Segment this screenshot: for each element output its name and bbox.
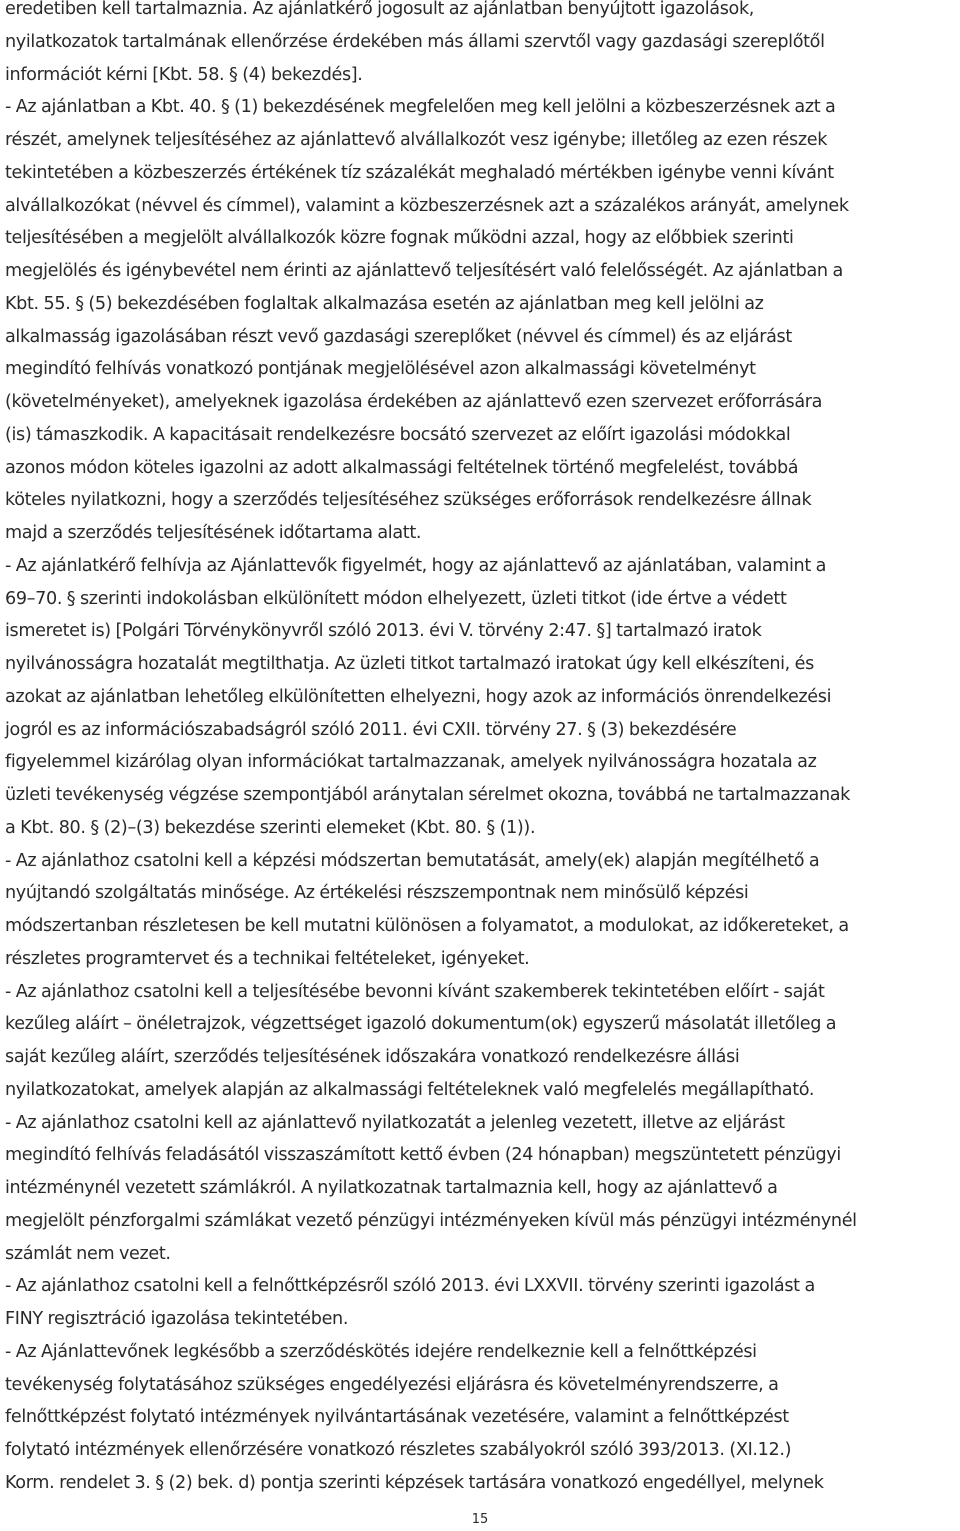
text-line: 69–70. § szerinti indokolásban elkülönített módon elhelyezett, üzleti titkot (ide értve a védett (5, 588, 787, 609)
text-line: megindító felhívás feladásától visszaszámított kettő évben (24 hónapban) megszüntetett pénzügyi (5, 1145, 841, 1166)
text-line: üzleti tevékenység végzése szempontjából aránytalan sérelmet okozna, továbbá ne tartalmazzanak (5, 785, 851, 805)
text-line: tekintetében a közbeszerzés értékének tíz százalékát meghaladó mértékben igénybe venni kívánt (5, 162, 834, 183)
text-line: köteles nyilatkozni, hogy a szerződés teljesítéséhez szükséges erőforrások rendelkezésre állnak (5, 490, 812, 511)
text-line: nyilatkozatok tartalmának ellenőrzése érdekében más állami szervtől vagy gazdasági szereplőtől (5, 31, 825, 52)
text-line: eredetiben kell tartalmaznia. Az ajánlatkérő jogosult az ajánlatban benyújtott igazolások, (5, 0, 755, 19)
text-line: tevékenység folytatásához szükséges engedélyezési eljárásra és követelményrendszerre, a (5, 1374, 779, 1395)
text-line: ismeretet is) [Polgári Törvénykönyvről szóló 2013. évi V. törvény 2:47. §] tartalmazó iratok (5, 621, 762, 642)
text-line: (is) támaszkodik. A kapacitásait rendelkezésre bocsátó szervezet az előírt igazolási módokkal (5, 424, 791, 445)
text-line: kezűleg aláírt – önéletrajzok, végzettséget igazoló dokumentum(ok) egyszerű másolatát illetőleg a (5, 1014, 837, 1035)
text-line: - Az ajánlathoz csatolni kell az ajánlattevő nyilatkozatát a jelenleg vezetett, illetve az eljárást (5, 1112, 785, 1133)
text-line: megjelölés és igénybevétel nem érinti az ajánlattevő teljesítésért való felelősségét. Az ajánlatban a (5, 261, 843, 281)
text-line: - Az ajánlatban a Kbt. 40. § (1) bekezdésének megfelelően meg kell jelölni a közbeszerzésnek azt a (5, 97, 836, 118)
text-line: részletes programtervet és a technikai feltételeket, igényeket. (5, 948, 530, 969)
text-line: teljesítésében a megjelölt alvállalkozók közre fognak működni azzal, hogy az előbbiek szerinti (5, 228, 794, 249)
text-line: - Az ajánlathoz csatolni kell a teljesítésébe bevonni kívánt szakemberek tekintetében előírt - saját (5, 981, 825, 1002)
text-line: azonos módon köteles igazolni az adott alkalmassági feltételnek történő megfelelést, továbbá (5, 457, 799, 478)
document-body (5, 0, 960, 1500)
text-line: számlát nem vezet. (5, 1243, 171, 1264)
text-line: - Az ajánlatkérő felhívja az Ajánlattevők figyelmét, hogy az ajánlattevő az ajánlatában, valamint a (5, 555, 827, 576)
text-line: megjelölt pénzforgalmi számlákat vezető pénzügyi intézményeken kívül más pénzügyi intézménynél (5, 1210, 857, 1231)
text-line: alkalmasság igazolásában részt vevő gazdasági szereplőket (névvel és címmel) és az eljárást (5, 326, 792, 347)
text-line: FINY regisztráció igazolása tekintetében. (5, 1309, 349, 1329)
text-line: nyilvánosságra hozatalát megtilthatja. Az üzleti titkot tartalmazó iratokat úgy kell elkészíteni, és (5, 654, 814, 674)
text-line: saját kezűleg aláírt, szerződés teljesítésének időszakára vonatkozó rendelkezésre állási (5, 1047, 740, 1067)
text-line: nyilatkozatokat, amelyek alapján az alkalmassági feltételeknek való megfelelés megállapítható. (5, 1079, 815, 1100)
page-number: 15 (471, 1512, 489, 1527)
text-line: megindító felhívás vonatkozó pontjának megjelölésével azon alkalmassági követelményt (5, 359, 756, 380)
text-line: - Az ajánlathoz csatolni kell a képzési módszertan bemutatását, amely(ek) alapján megítélhető a (5, 850, 820, 871)
text-line: (követelményeket), amelyeknek igazolása érdekében az ajánlattevő ezen szervezet erőforrására (5, 392, 823, 412)
text-line: alvállalkozókat (névvel és címmel), valamint a közbeszerzésnek azt a százalékos arányát, amelynek (5, 195, 849, 216)
text-line: a Kbt. 80. § (2)–(3) bekezdése szerinti elemeket (Kbt. 80. § (1)). (5, 817, 536, 838)
text-line: folytató intézmények ellenőrzésére vonatkozó részletes szabályokról szóló 393/2013. (XI.12.) (5, 1440, 792, 1460)
text-line: információt kérni [Kbt. 58. § (4) bekezdés]. (5, 64, 363, 85)
text-line: Korm. rendelet 3. § (2) bek. d) pontja szerinti képzések tartására vonatkozó engedéllyel, melynek (5, 1472, 824, 1493)
text-line: figyelemmel kizárólag olyan információkat tartalmazzanak, amelyek nyilvánosságra hozatala az (5, 752, 817, 773)
text-line: majd a szerződés teljesítésének időtartama alatt. (5, 523, 422, 543)
text-line: nyújtandó szolgáltatás minősége. Az értékelési részszempontnak nem minősülő képzési (5, 883, 749, 904)
text-line: azokat az ajánlatban lehetőleg elkülönítetten elhelyezni, hogy azok az információs önrendelkezési (5, 686, 832, 707)
text-line: intézménynél vezetett számlákról. A nyilatkozatnak tartalmaznia kell, hogy az ajánlattevő a (5, 1178, 778, 1198)
text-line: módszertanban részletesen be kell mutatni különösen a folyamatot, a modulokat, az időkereteket, a (5, 916, 849, 936)
text-line: jogról es az információszabadságról szóló 2011. évi CXII. törvény 27. § (3) bekezdésére (5, 719, 737, 740)
text-line: részét, amelynek teljesítéséhez az ajánlattevő alvállalkozót vesz igénybe; illetőleg az ezen részek (5, 130, 828, 150)
text-line: Kbt. 55. § (5) bekezdésében foglaltak alkalmazása esetén az ajánlatban meg kell jelölni az (5, 293, 764, 314)
text-line: - Az ajánlathoz csatolni kell a felnőttképzésről szóló 2013. évi LXXVII. törvény szerinti igazolást a (5, 1276, 815, 1297)
text-line: - Az Ajánlattevőnek legkésőbb a szerződéskötés idejére rendelkeznie kell a felnőttképzési (5, 1341, 757, 1362)
text-line: felnőttképzést folytató intézmények nyilvántartásának vezetésére, valamint a felnőttképzést (5, 1407, 789, 1428)
